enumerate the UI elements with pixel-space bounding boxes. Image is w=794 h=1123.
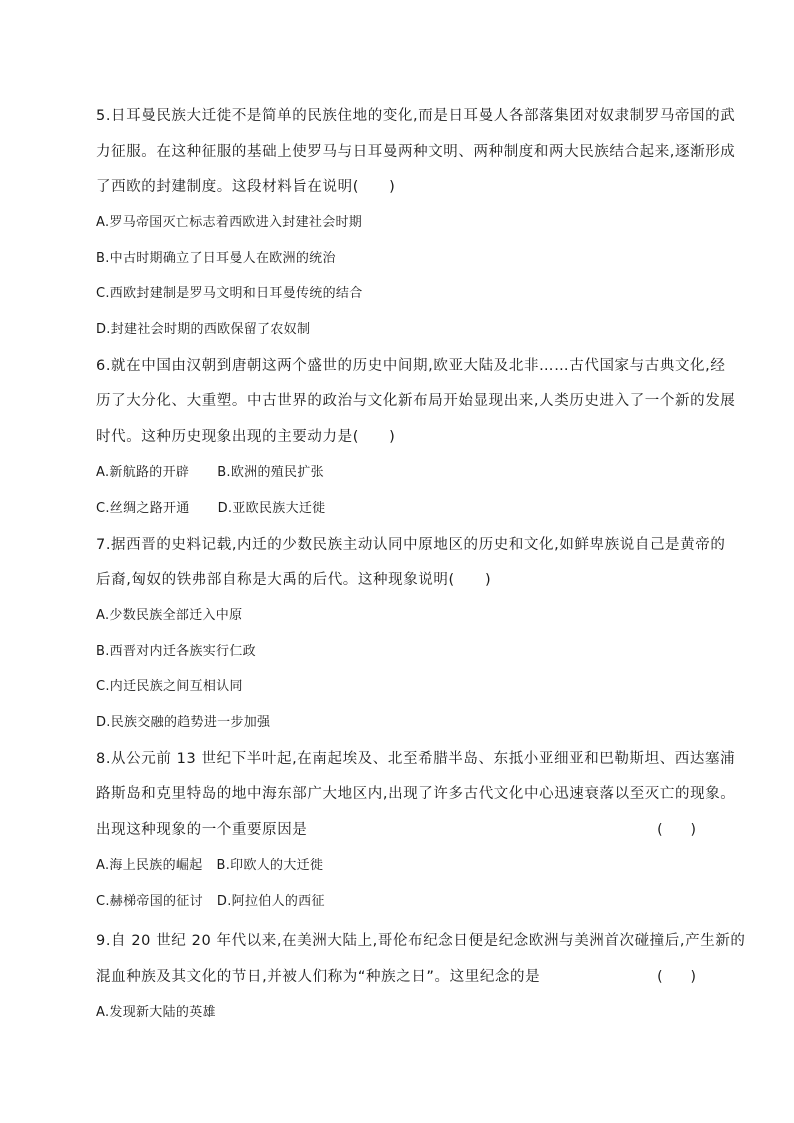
question-8-line-3: 出现这种现象的一个重要原因是 [96, 822, 308, 838]
question-6-line-2: 历了大分化、大重塑。中古世界的政治与文化新布局开始显现出来,人类历史进入了一个新的发展 [96, 393, 736, 409]
question-7-line-2: 后裔,匈奴的铁弗部自称是大禹的后代。这种现象说明( ) [96, 572, 492, 588]
question-5-option-d: D.封建社会时期的西欧保留了农奴制 [96, 322, 311, 337]
question-8-line-2: 路斯岛和克里特岛的地中海东部广大地区内,出现了许多古代文化中心迅速衰落以至灭亡的现象。 [96, 786, 736, 802]
question-7-line-1: 7.据西晋的史料记载,内迁的少数民族主动认同中原地区的历史和文化,如鲜卑族说自己是黄帝的 [96, 537, 726, 553]
question-6-line-3: 时代。这种历史现象出现的主要动力是( ) [96, 429, 396, 445]
question-6-line-1: 6.就在中国由汉朝到唐朝这两个盛世的历史中间期,欧亚大陆及北非……古代国家与古典文化,经 [96, 358, 726, 374]
question-9-line-1: 9.自 20 世纪 20 年代以来,在美洲大陆上,哥伦布纪念日便是纪念欧洲与美洲首次碰撞后,产生新的 [96, 933, 746, 949]
question-6-option-d: D.亚欧民族大迁徙 [217, 501, 326, 516]
question-8-option-a: A.海上民族的崛起 [96, 858, 203, 873]
question-5-line-2: 力征服。在这种征服的基础上使罗马与日耳曼两种文明、两种制度和两大民族结合起来,逐渐形成 [96, 144, 736, 160]
question-5-option-b: B.中古时期确立了日耳曼人在欧洲的统治 [96, 251, 336, 266]
question-9-line-2: 混血种族及其文化的节日,并被人们称为“种族之日”。这里纪念的是 [96, 969, 541, 985]
question-8-option-b: B.印欧人的大迁徙 [216, 858, 324, 873]
question-8-line-1: 8.从公元前 13 世纪下半叶起,在南起埃及、北至希腊半岛、东抵小亚细亚和巴勒斯坦、西达塞浦 [96, 751, 736, 767]
question-5-line-1: 5.日耳曼民族大迁徙不是简单的民族住地的变化,而是日耳曼人各部落集团对奴隶制罗马帝国的武 [96, 108, 736, 124]
question-5-line-3: 了西欧的封建制度。这段材料旨在说明( ) [96, 179, 396, 195]
question-6-option-a: A.新航路的开辟 [96, 465, 190, 480]
question-7-option-b: B.西晋对内迁各族实行仁政 [96, 644, 256, 659]
question-8-answer-paren: ( ) [657, 822, 696, 838]
question-6-option-b: B.欧洲的殖民扩张 [217, 465, 324, 480]
question-8-option-c: C.赫梯帝国的征讨 [96, 894, 203, 909]
question-8-options-row-2 [96, 892, 716, 912]
question-8-options-row-1 [96, 856, 716, 876]
question-7-option-c: C.内迁民族之间互相认同 [96, 679, 243, 694]
question-9-option-a: A.发现新大陆的英雄 [96, 1005, 216, 1020]
question-7-option-a: A.少数民族全部迁入中原 [96, 608, 243, 623]
question-6-options-row-2 [96, 499, 716, 519]
question-5-option-c: C.西欧封建制是罗马文明和日耳曼传统的结合 [96, 286, 363, 301]
question-6-options-row-1 [96, 463, 716, 483]
question-9-answer-paren: ( ) [657, 969, 696, 985]
question-5-option-a: A.罗马帝国灭亡标志着西欧进入封建社会时期 [96, 215, 363, 230]
question-8-option-d: D.阿拉伯人的西征 [216, 894, 325, 909]
question-7-option-d: D.民族交融的趋势进一步加强 [96, 715, 271, 730]
question-6-option-c: C.丝绸之路开通 [96, 501, 190, 516]
